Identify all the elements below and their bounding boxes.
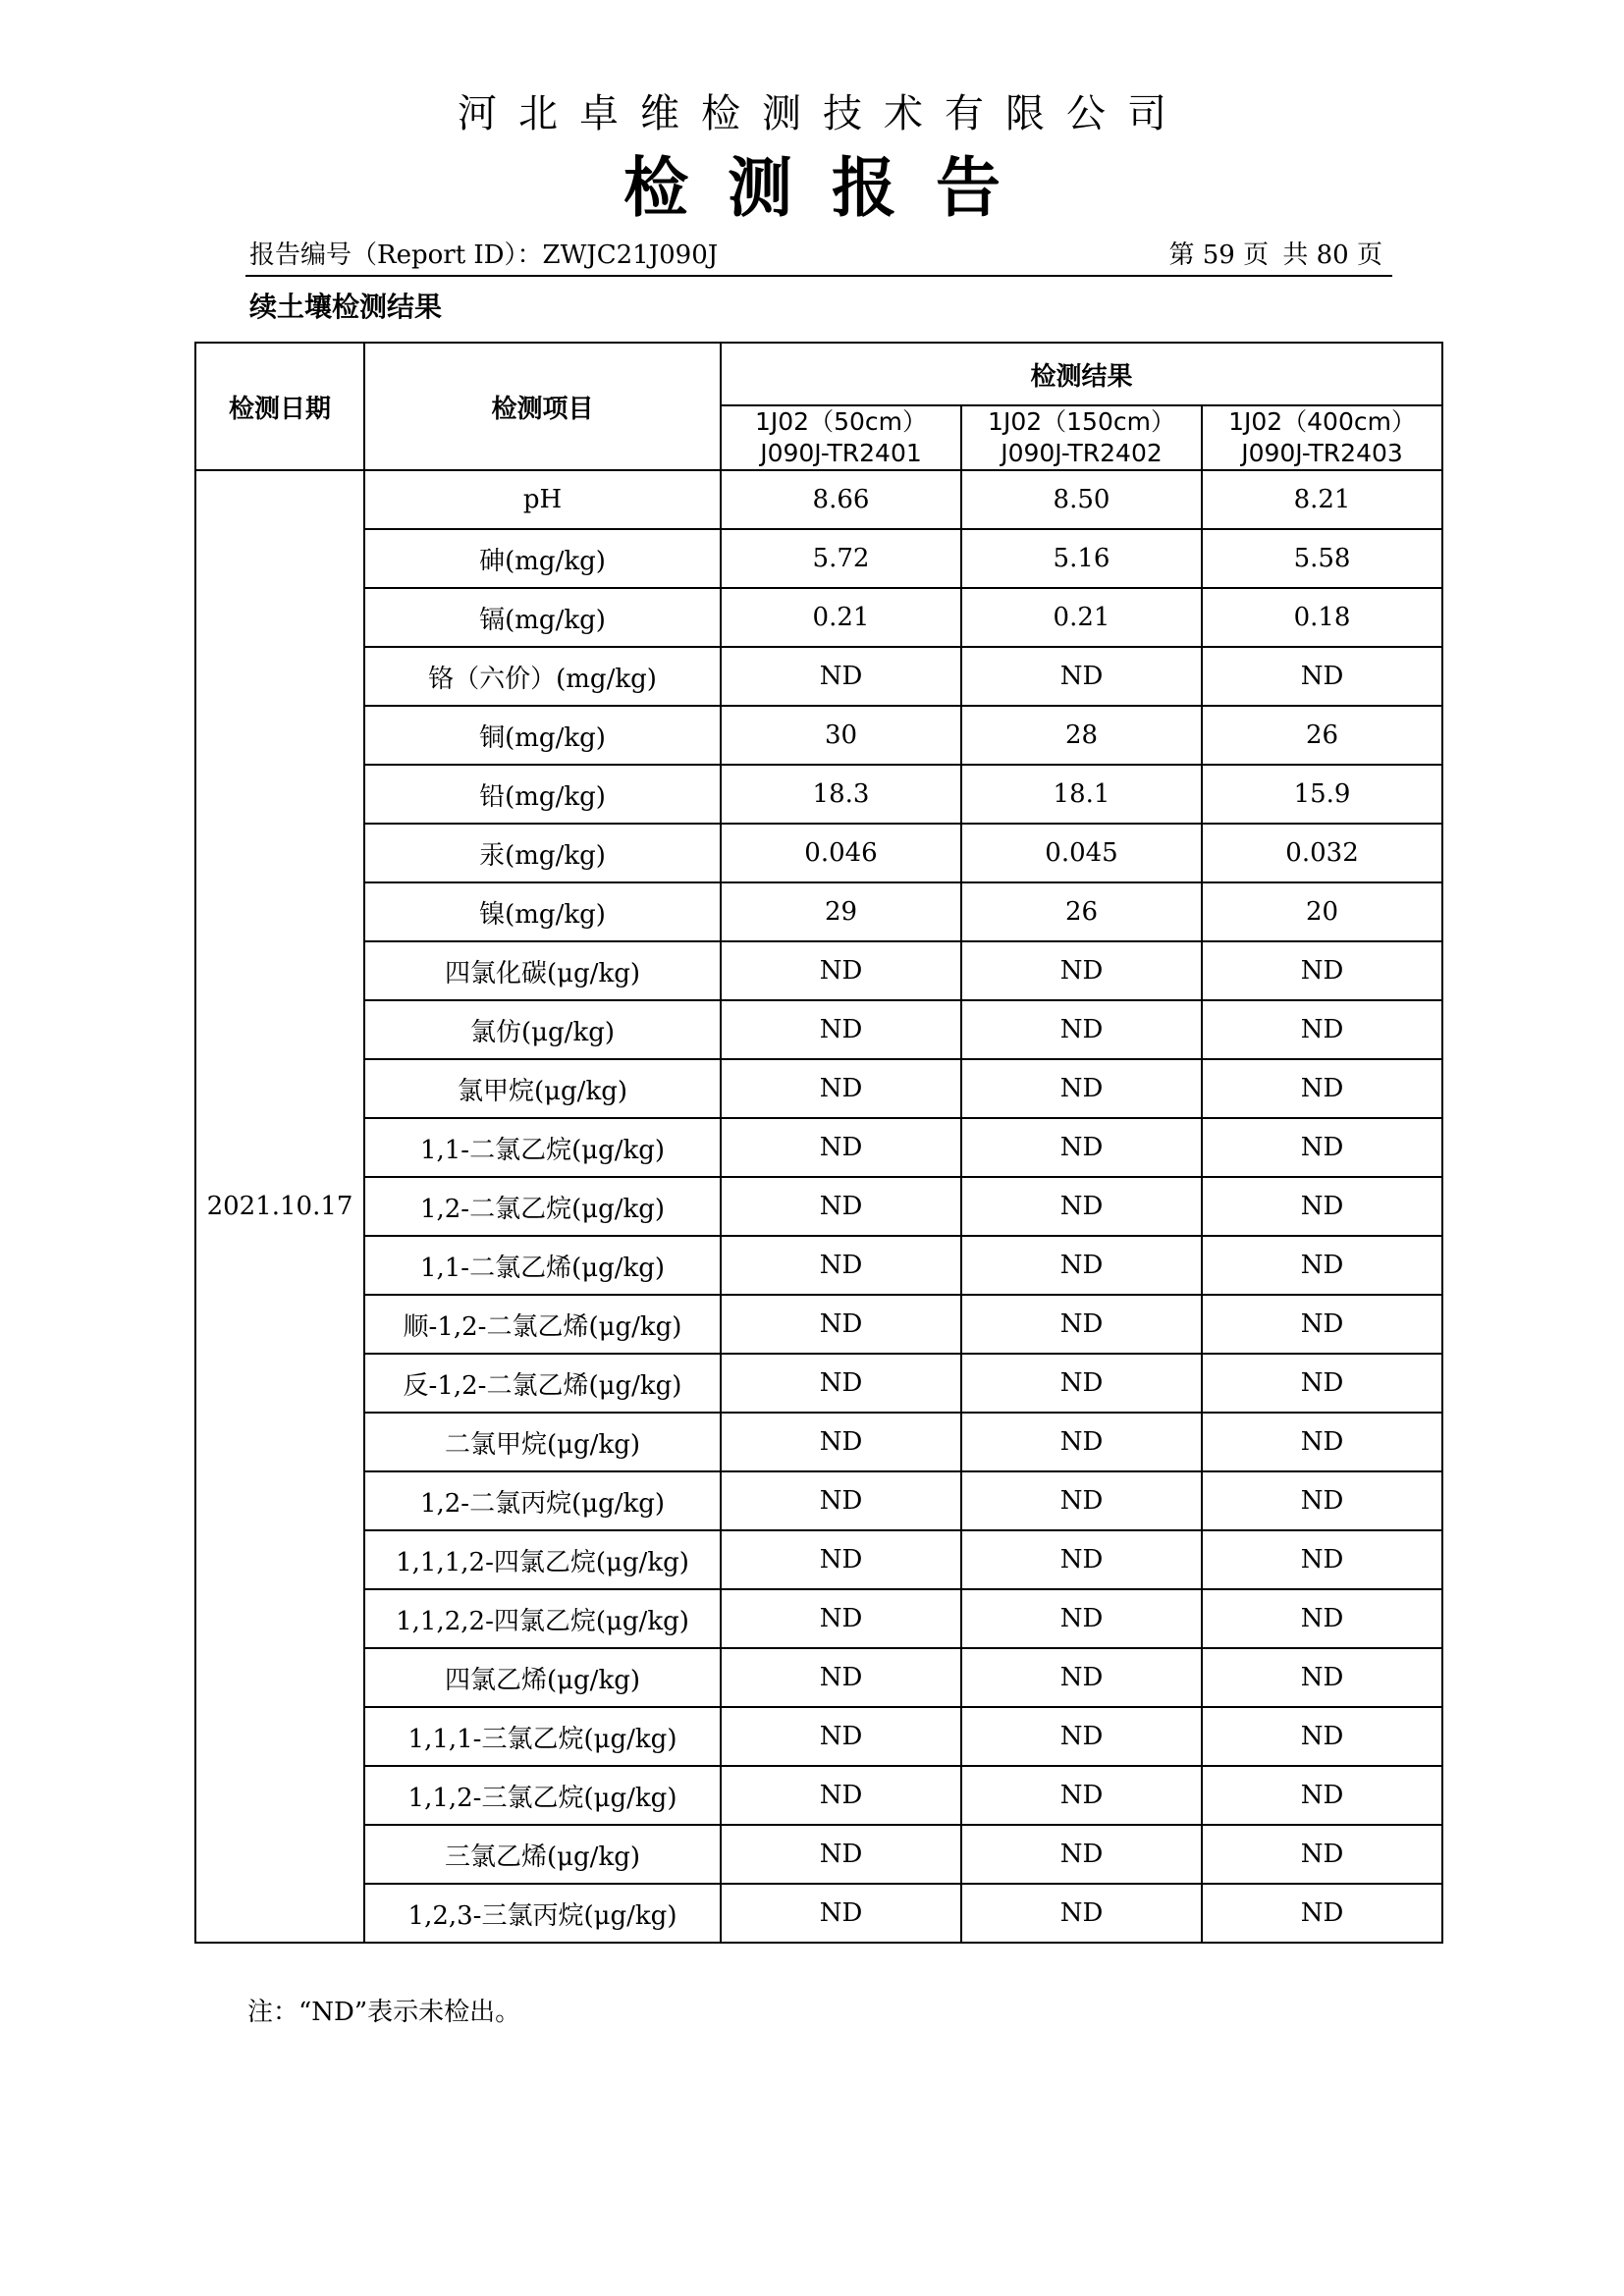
table-row bbox=[195, 1000, 1442, 1059]
sample-code: J090J-TR2403 bbox=[1241, 439, 1403, 467]
item-cell: 1,2-二氯乙烷(μg/kg) bbox=[364, 1177, 721, 1236]
page-number bbox=[1163, 238, 1382, 273]
item-cell: 铜(mg/kg) bbox=[364, 706, 721, 765]
value-cell: ND bbox=[1202, 1000, 1442, 1059]
value-cell: ND bbox=[721, 1530, 961, 1589]
page-current: 第 59 页 bbox=[1168, 240, 1270, 270]
value-cell: ND bbox=[1202, 1707, 1442, 1766]
table-row bbox=[195, 1236, 1442, 1295]
value-cell: 0.046 bbox=[721, 824, 961, 882]
value-cell: ND bbox=[961, 1059, 1202, 1118]
table-row bbox=[195, 1530, 1442, 1589]
value-cell: ND bbox=[961, 1236, 1202, 1295]
sample-header-3 bbox=[1202, 405, 1442, 470]
value-cell: ND bbox=[1202, 1177, 1442, 1236]
item-cell: 四氯化碳(μg/kg) bbox=[364, 941, 721, 1000]
table-row bbox=[195, 1648, 1442, 1707]
item-cell: 1,1,1-三氯乙烷(μg/kg) bbox=[364, 1707, 721, 1766]
table-row bbox=[195, 1589, 1442, 1648]
report-id: 报告编号（Report ID）：ZWJC21J090J bbox=[249, 240, 719, 270]
value-cell: 0.21 bbox=[721, 588, 961, 647]
table-row bbox=[195, 1354, 1442, 1413]
table-row bbox=[195, 1766, 1442, 1825]
value-cell: ND bbox=[1202, 1530, 1442, 1589]
item-cell: 1,1,2-三氯乙烷(μg/kg) bbox=[364, 1766, 721, 1825]
item-cell: 镉(mg/kg) bbox=[364, 588, 721, 647]
date-cell: 2021.10.17 bbox=[195, 470, 364, 1943]
value-cell: 26 bbox=[1202, 706, 1442, 765]
item-cell: 汞(mg/kg) bbox=[364, 824, 721, 882]
report-title: 检测报告 bbox=[623, 150, 1040, 226]
value-cell: ND bbox=[1202, 1884, 1442, 1943]
table-row bbox=[195, 529, 1442, 588]
value-cell: 8.50 bbox=[961, 470, 1202, 529]
sample-code: J090J-TR2401 bbox=[760, 439, 922, 467]
value-cell: 5.58 bbox=[1202, 529, 1442, 588]
table-row bbox=[195, 470, 1442, 529]
sample-header-1 bbox=[721, 405, 961, 470]
value-cell: 18.1 bbox=[961, 765, 1202, 824]
value-cell: 30 bbox=[721, 706, 961, 765]
value-cell: ND bbox=[721, 1354, 961, 1413]
value-cell: ND bbox=[721, 1471, 961, 1530]
table-row bbox=[195, 1413, 1442, 1471]
value-cell: 0.045 bbox=[961, 824, 1202, 882]
header-item: 检测项目 bbox=[364, 343, 721, 470]
value-cell: ND bbox=[961, 1295, 1202, 1354]
header-date: 检测日期 bbox=[195, 343, 364, 470]
value-cell: ND bbox=[961, 1177, 1202, 1236]
item-cell: 氯甲烷(μg/kg) bbox=[364, 1059, 721, 1118]
item-cell: 二氯甲烷(μg/kg) bbox=[364, 1413, 721, 1471]
table-row bbox=[195, 882, 1442, 941]
table-row bbox=[195, 1825, 1442, 1884]
value-cell: ND bbox=[721, 1059, 961, 1118]
value-cell: ND bbox=[1202, 1825, 1442, 1884]
item-cell: 1,1-二氯乙烷(μg/kg) bbox=[364, 1118, 721, 1177]
value-cell: 5.16 bbox=[961, 529, 1202, 588]
company-name: 河北卓维检测技术有限公司 bbox=[458, 91, 1188, 136]
table-row bbox=[195, 588, 1442, 647]
table-row bbox=[195, 1177, 1442, 1236]
value-cell: 28 bbox=[961, 706, 1202, 765]
value-cell: ND bbox=[961, 1707, 1202, 1766]
value-cell: ND bbox=[961, 1000, 1202, 1059]
item-cell: 三氯乙烯(μg/kg) bbox=[364, 1825, 721, 1884]
value-cell: ND bbox=[961, 1648, 1202, 1707]
value-cell: ND bbox=[961, 1825, 1202, 1884]
value-cell: 15.9 bbox=[1202, 765, 1442, 824]
table-row bbox=[195, 1707, 1442, 1766]
section-title: 续土壤检测结果 bbox=[249, 291, 443, 323]
item-cell: 四氯乙烯(μg/kg) bbox=[364, 1648, 721, 1707]
page-total: 共 80 页 bbox=[1282, 240, 1382, 270]
results-table bbox=[194, 342, 1443, 1944]
value-cell: ND bbox=[1202, 1589, 1442, 1648]
value-cell: ND bbox=[961, 1589, 1202, 1648]
value-cell: 0.18 bbox=[1202, 588, 1442, 647]
sample-point: 1J02（400cm） bbox=[1228, 407, 1416, 436]
value-cell: ND bbox=[1202, 1471, 1442, 1530]
value-cell: ND bbox=[1202, 1118, 1442, 1177]
value-cell: ND bbox=[721, 1413, 961, 1471]
table-row bbox=[195, 647, 1442, 706]
value-cell: ND bbox=[721, 1295, 961, 1354]
value-cell: ND bbox=[961, 1354, 1202, 1413]
value-cell: ND bbox=[721, 1177, 961, 1236]
value-cell: ND bbox=[721, 1000, 961, 1059]
table-row bbox=[195, 706, 1442, 765]
value-cell: ND bbox=[1202, 647, 1442, 706]
value-cell: 18.3 bbox=[721, 765, 961, 824]
table-row bbox=[195, 1059, 1442, 1118]
sample-code: J090J-TR2402 bbox=[1001, 439, 1163, 467]
report-meta bbox=[245, 238, 1392, 277]
value-cell: 29 bbox=[721, 882, 961, 941]
value-cell: ND bbox=[961, 1413, 1202, 1471]
table-row bbox=[195, 941, 1442, 1000]
value-cell: ND bbox=[721, 1766, 961, 1825]
value-cell: 20 bbox=[1202, 882, 1442, 941]
value-cell: ND bbox=[961, 941, 1202, 1000]
sample-point: 1J02（50cm） bbox=[754, 407, 927, 436]
sample-point: 1J02（150cm） bbox=[988, 407, 1175, 436]
value-cell: ND bbox=[721, 1825, 961, 1884]
value-cell: 0.032 bbox=[1202, 824, 1442, 882]
value-cell: ND bbox=[721, 1236, 961, 1295]
item-cell: 氯仿(μg/kg) bbox=[364, 1000, 721, 1059]
value-cell: ND bbox=[1202, 1413, 1442, 1471]
value-cell: ND bbox=[1202, 1059, 1442, 1118]
value-cell: 26 bbox=[961, 882, 1202, 941]
results-body bbox=[195, 470, 1442, 1943]
value-cell: ND bbox=[961, 1471, 1202, 1530]
table-row bbox=[195, 765, 1442, 824]
footnote: 注：“ND”表示未检出。 bbox=[247, 1998, 521, 2027]
item-cell: 铬（六价）(mg/kg) bbox=[364, 647, 721, 706]
table-row bbox=[195, 824, 1442, 882]
table-row bbox=[195, 1884, 1442, 1943]
item-cell: 反-1,2-二氯乙烯(μg/kg) bbox=[364, 1354, 721, 1413]
value-cell: ND bbox=[1202, 1236, 1442, 1295]
item-cell: 铅(mg/kg) bbox=[364, 765, 721, 824]
item-cell: 砷(mg/kg) bbox=[364, 529, 721, 588]
item-cell: 1,1,2,2-四氯乙烷(μg/kg) bbox=[364, 1589, 721, 1648]
item-cell: 1,2,3-三氯丙烷(μg/kg) bbox=[364, 1884, 721, 1943]
value-cell: 0.21 bbox=[961, 588, 1202, 647]
value-cell: ND bbox=[961, 1118, 1202, 1177]
value-cell: ND bbox=[1202, 941, 1442, 1000]
value-cell: ND bbox=[1202, 1766, 1442, 1825]
item-cell: pH bbox=[364, 470, 721, 529]
item-cell: 1,1,1,2-四氯乙烷(μg/kg) bbox=[364, 1530, 721, 1589]
value-cell: ND bbox=[1202, 1354, 1442, 1413]
value-cell: ND bbox=[961, 1884, 1202, 1943]
value-cell: ND bbox=[721, 1648, 961, 1707]
value-cell: ND bbox=[721, 1707, 961, 1766]
value-cell: ND bbox=[721, 1118, 961, 1177]
table-row bbox=[195, 1118, 1442, 1177]
table-row bbox=[195, 1471, 1442, 1530]
item-cell: 镍(mg/kg) bbox=[364, 882, 721, 941]
value-cell: ND bbox=[961, 1530, 1202, 1589]
value-cell: ND bbox=[721, 941, 961, 1000]
value-cell: ND bbox=[721, 647, 961, 706]
value-cell: 8.66 bbox=[721, 470, 961, 529]
item-cell: 1,2-二氯丙烷(μg/kg) bbox=[364, 1471, 721, 1530]
table-row bbox=[195, 1295, 1442, 1354]
header-result: 检测结果 bbox=[721, 343, 1442, 405]
value-cell: ND bbox=[721, 1884, 961, 1943]
value-cell: ND bbox=[1202, 1648, 1442, 1707]
value-cell: ND bbox=[721, 1589, 961, 1648]
value-cell: 8.21 bbox=[1202, 470, 1442, 529]
sample-header-2 bbox=[961, 405, 1202, 470]
item-cell: 顺-1,2-二氯乙烯(μg/kg) bbox=[364, 1295, 721, 1354]
value-cell: ND bbox=[961, 647, 1202, 706]
value-cell: 5.72 bbox=[721, 529, 961, 588]
value-cell: ND bbox=[961, 1766, 1202, 1825]
item-cell: 1,1-二氯乙烯(μg/kg) bbox=[364, 1236, 721, 1295]
value-cell: ND bbox=[1202, 1295, 1442, 1354]
